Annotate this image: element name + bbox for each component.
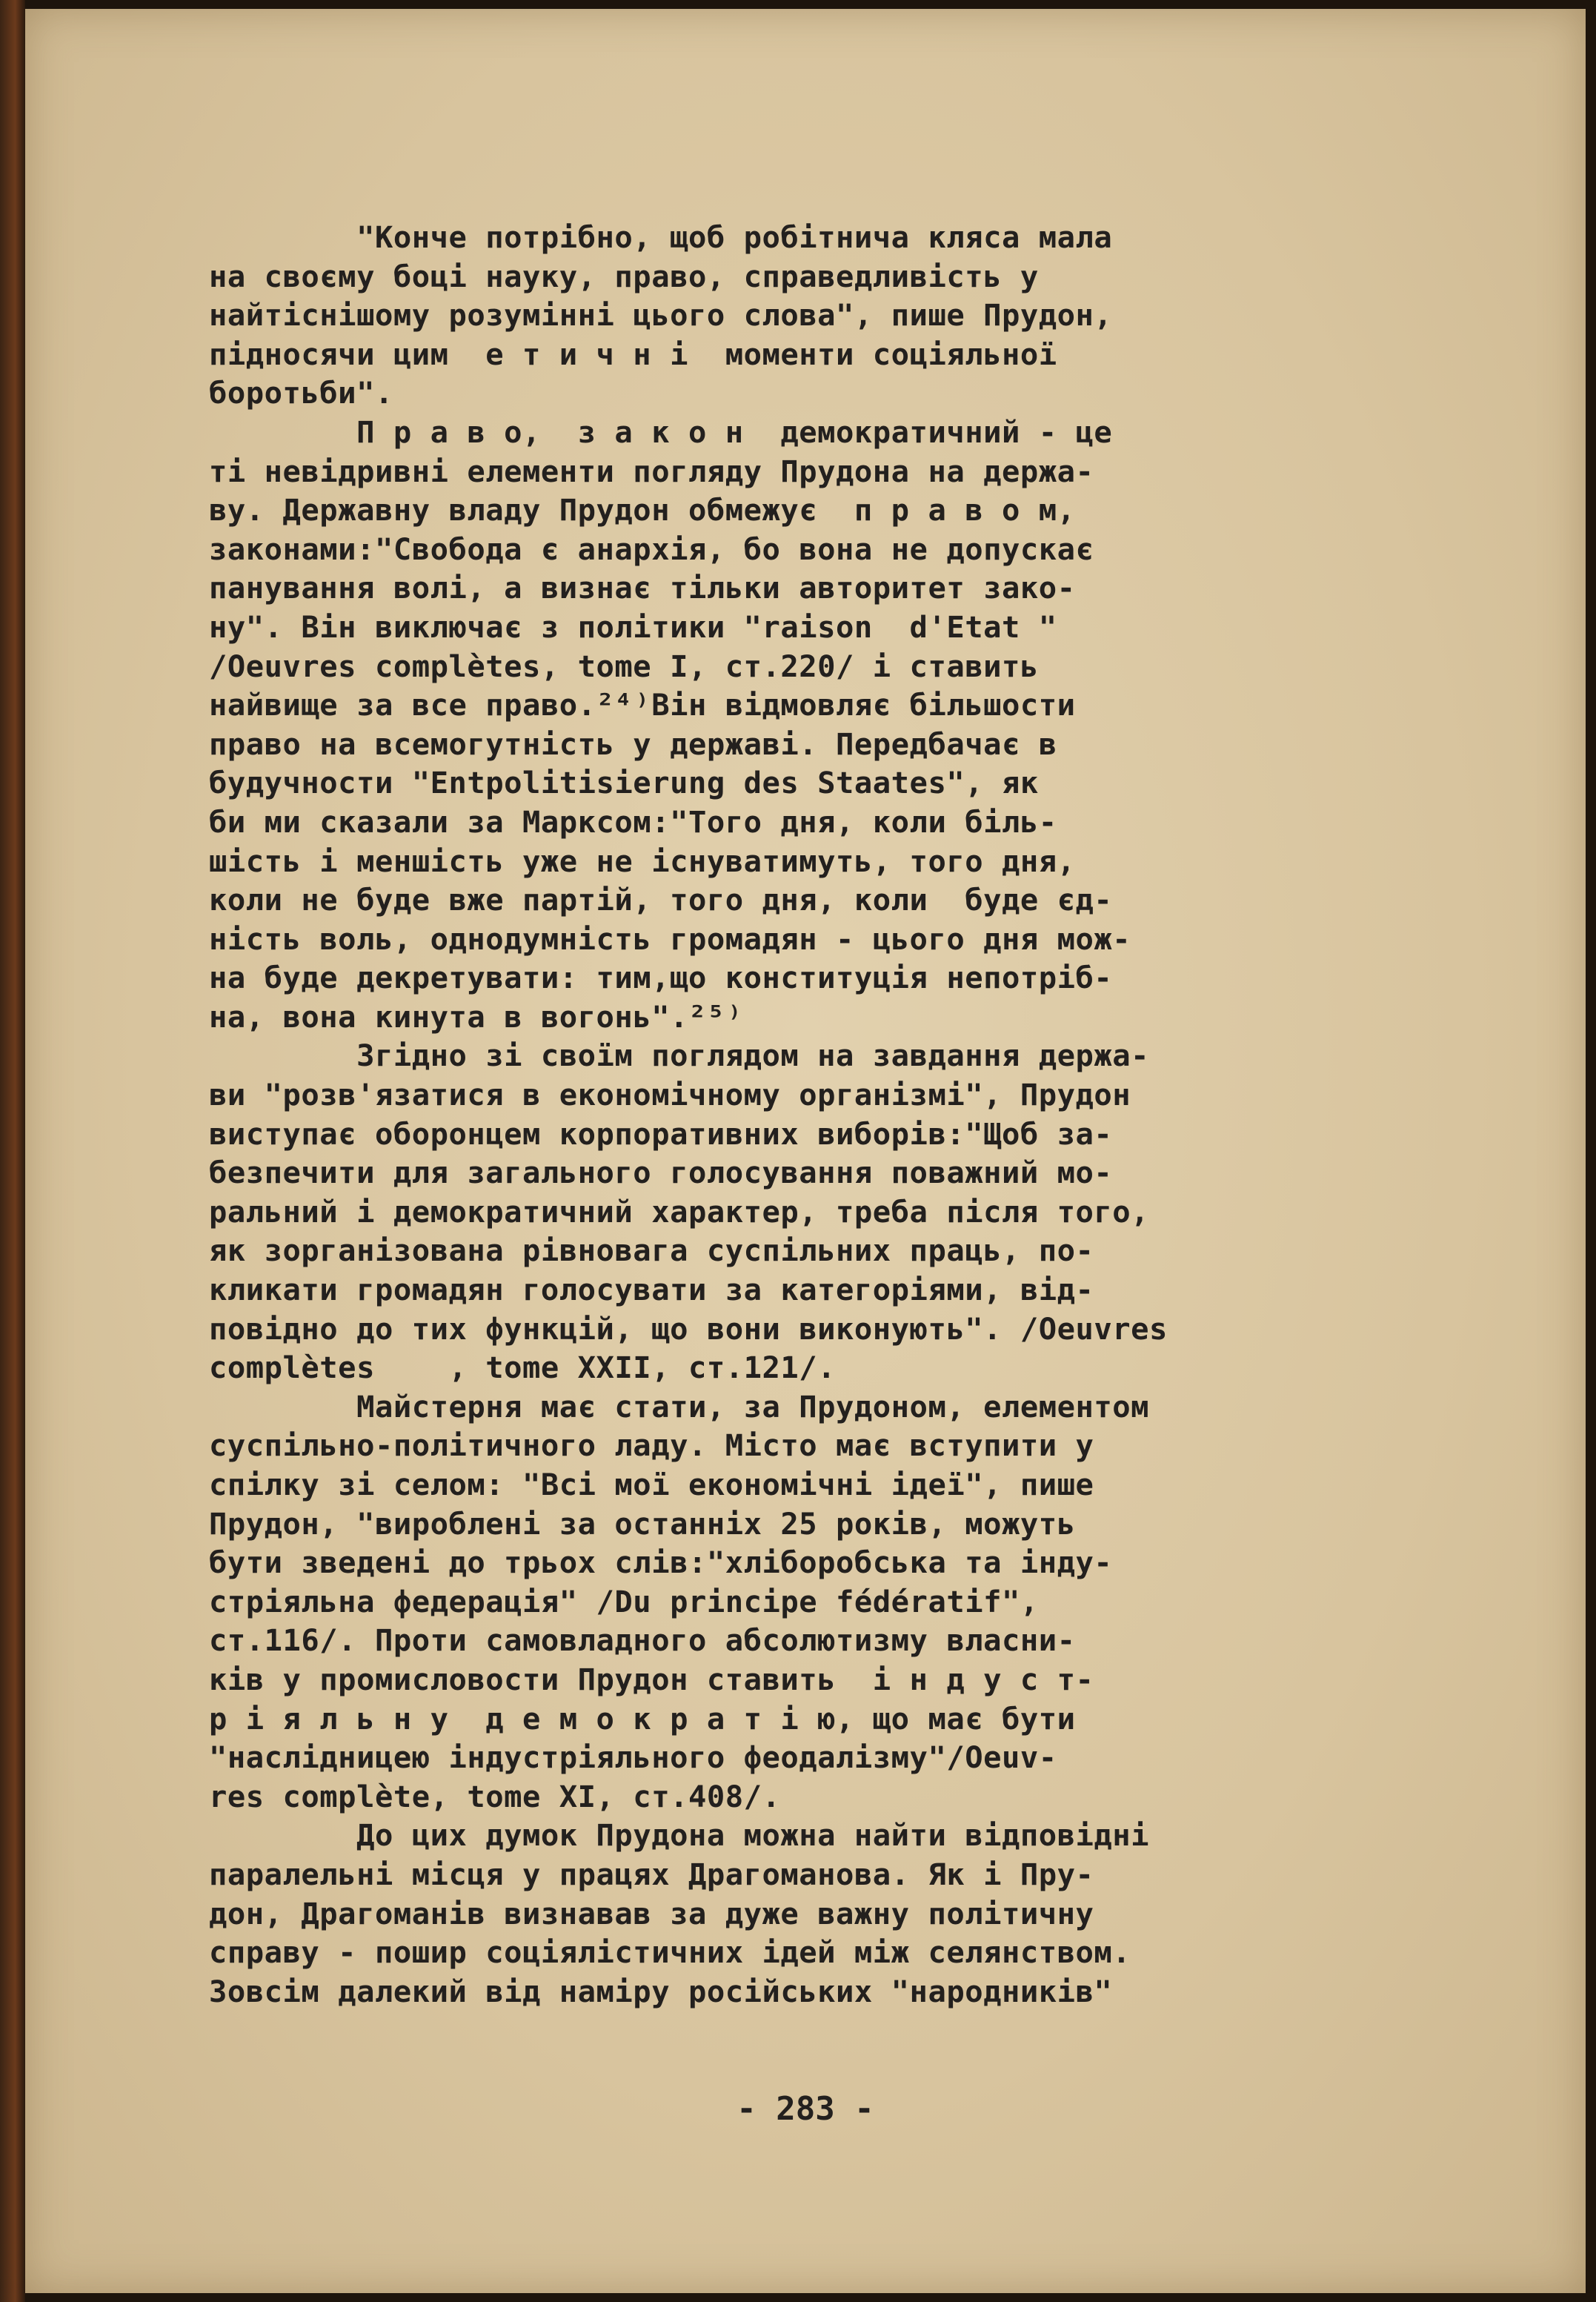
text-line: ву. Державну владу Прудон обмежує п р а в о м, — [209, 492, 1076, 528]
text-line: повідно до тих функцій, що вони виконують". /Oeuvres — [209, 1310, 1168, 1347]
text-line: підносячи цим е т и ч н і моменти соціяльної — [209, 336, 1057, 372]
text-line: ті невідривні елементи погляду Прудона на держа- — [209, 453, 1094, 489]
text-line: право на всемогутність у державі. Передбачає в — [209, 726, 1057, 762]
text-line: ну". Він виключає з політики "raison d'Etat " — [209, 608, 1057, 645]
text-line: кликати громадян голосувати за категоріями, від- — [209, 1272, 1094, 1308]
text-line: бути зведені до трьох слів:"хліборобська та інду- — [209, 1545, 1113, 1581]
text-line: законами:"Свобода є анархія, бо вона не допускає — [209, 531, 1094, 567]
text-line: шість і меншість уже не існуватимуть, того дня, — [209, 843, 1076, 879]
text-line: найвище за все право.²⁴⁾Він відмовляє більшости — [209, 687, 1076, 723]
text-line: ність воль, однодумність громадян - цього дня мож- — [209, 921, 1131, 957]
text-line: будучности "Entpolitisierung des Staates", як — [209, 765, 1039, 801]
text-line: ральний і демократичний характер, треба після того, — [209, 1193, 1150, 1230]
text-line: на буде декретувати: тим,що конституція непотріб- — [209, 960, 1113, 996]
text-line: /Oeuvres complètes, tome I, ст.220/ і ставить — [209, 648, 1039, 684]
text-line: Майстерня має стати, за Прудоном, елементом — [209, 1388, 1150, 1424]
text-line: би ми сказали за Марксом:"Того дня, коли біль- — [209, 803, 1057, 840]
text-line: Згідно зі своїм поглядом на завдання держа- — [209, 1038, 1150, 1074]
text-line: справу - пошир соціялістичних ідей між селянством. — [209, 1934, 1131, 1971]
text-line: боротьби". — [209, 375, 393, 411]
text-line: Зовсім далекий від наміру російських "народників" — [209, 1973, 1113, 2009]
text-line: панування волі, а визнає тільки авторитет зако- — [209, 570, 1076, 606]
text-line: "Конче потрібно, щоб робітнича кляса мала — [209, 219, 1113, 255]
text-line: П р а в о, з а к о н демократичний - це — [209, 414, 1113, 450]
text-line: ків у промисловости Прудон ставить і н д у с т- — [209, 1661, 1094, 1697]
text-line: р і я л ь н у д е м о к р а т і ю, що має бути — [209, 1700, 1076, 1737]
text-line: найтіснішому розумінні цього слова", пише Прудон, — [209, 297, 1113, 334]
text-line: на своєму боці науку, право, справедливість у — [209, 258, 1039, 294]
page-number: - 283 - — [737, 2090, 874, 2128]
text-line: Прудон, "вироблені за останніх 25 років, можуть — [209, 1505, 1076, 1542]
text-line: ст.116/. Проти самовладного абсолютизму власни- — [209, 1622, 1076, 1659]
text-line: суспільно-політичного ладу. Місто має вступити у — [209, 1427, 1094, 1464]
document-page — [25, 9, 1586, 2293]
book-binding-edge — [0, 0, 25, 2302]
text-line: стріяльна федерація" /Du principe fédératif", — [209, 1583, 1039, 1619]
text-line: паралельні місця у працях Драгоманова. Як і Пру- — [209, 1856, 1094, 1892]
text-line: спілку зі селом: "Всі мої економічні ідеї", пише — [209, 1467, 1094, 1502]
text-line: виступає оборонцем корпоративних виборів:"Щоб за- — [209, 1115, 1113, 1152]
text-line: res complète, tome XI, ст.408/. — [209, 1778, 781, 1814]
text-line: До цих думок Прудона можна найти відповідні — [209, 1817, 1150, 1854]
body-text — [209, 218, 1454, 2011]
text-line: ви "розв'язатися в економічному організмі", Прудон — [209, 1077, 1131, 1113]
text-line: безпечити для загального голосування поважний мо- — [209, 1155, 1113, 1191]
text-line: коли не буде вже партій, того дня, коли буде єд- — [209, 882, 1113, 918]
text-line: complètes , tome XXII, ст.121/. — [209, 1350, 837, 1386]
text-line: на, вона кинута в вогонь".²⁵⁾ — [209, 998, 744, 1035]
text-line: дон, Драгоманів визнавав за дуже важну політичну — [209, 1895, 1094, 1931]
text-line: як зорганізована рівновага суспільних праць, по- — [209, 1233, 1094, 1269]
text-line: "наслідницею індустріяльного феодалізму"/Oeuv- — [209, 1739, 1057, 1776]
